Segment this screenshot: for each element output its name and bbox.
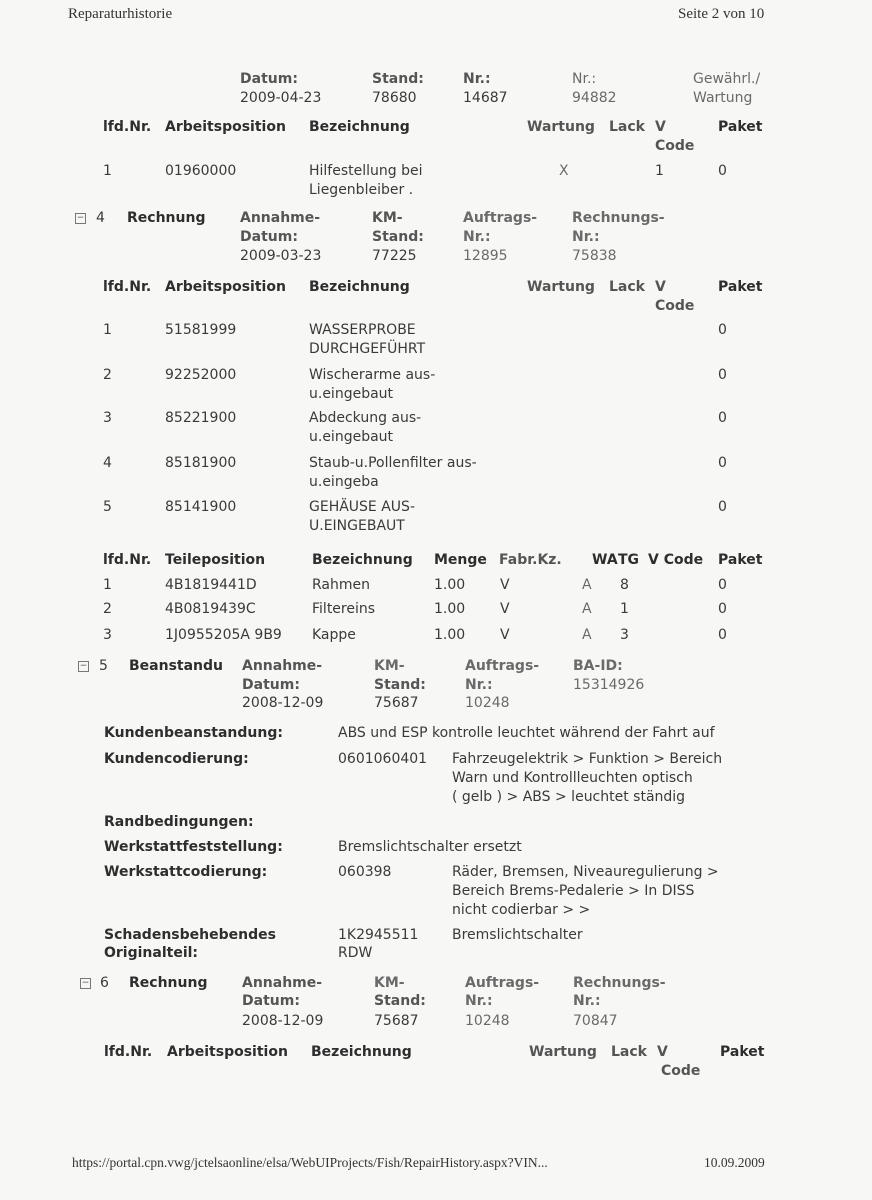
col-lack: Lack — [609, 119, 645, 135]
entry-type: Rechnung — [129, 975, 208, 991]
cell-bez-2: u.eingebaut — [309, 429, 394, 445]
schaden-label-1: Schadensbehebendes — [104, 927, 276, 943]
value-auftrag: 10248 — [465, 1013, 510, 1029]
cell-paket: 0 — [718, 163, 727, 179]
cell-nr: 2 — [103, 601, 112, 617]
col-menge: Menge — [434, 552, 487, 568]
cell-pos: 1J0955205A 9B9 — [165, 627, 282, 643]
cell-bez: Hilfestellung bei — [309, 163, 423, 179]
col-paket: Paket — [718, 552, 763, 568]
label-stand: Stand: — [372, 71, 424, 87]
cell-bez: GEHÄUSE AUS- — [309, 499, 415, 515]
cell-paket: 0 — [718, 499, 727, 515]
collapse-toggle-icon[interactable]: − — [81, 978, 90, 988]
cell-nr: 2 — [103, 367, 112, 383]
werkstattcodierung-code: 060398 — [338, 864, 392, 880]
value-baid: 15314926 — [573, 677, 645, 693]
cell-pos: 92252000 — [165, 367, 237, 383]
entry-type: Rechnung — [127, 210, 206, 226]
cell-pos: 85221900 — [165, 410, 237, 426]
col-v: V — [657, 1044, 668, 1060]
entry-type: Beanstandu — [129, 658, 224, 674]
label-km: KM- — [372, 210, 403, 226]
cell-bez: Kappe — [312, 627, 356, 643]
value-auftrag: 12895 — [463, 248, 508, 264]
label-datum: Datum: — [240, 229, 298, 245]
col-wartung: Wartung — [527, 119, 595, 135]
value-rechnung: 94882 — [572, 90, 617, 106]
col-bezeichnung: Bezeichnung — [309, 119, 410, 135]
cell-paket: 0 — [718, 455, 727, 471]
cell-menge: 1.00 — [434, 601, 466, 617]
cell-pos: 51581999 — [165, 322, 237, 338]
col-arbeitsposition: Arbeitsposition — [167, 1044, 288, 1060]
cell-bez-2: u.eingebaut — [309, 386, 394, 402]
werkstattfeststellung-label: Werkstattfeststellung: — [104, 839, 283, 855]
label-nr2: Nr.: — [572, 71, 597, 87]
entry-number: 6 — [100, 975, 109, 991]
cell-paket: 0 — [718, 577, 727, 593]
kundencodierung-code: 0601060401 — [338, 751, 428, 767]
col-bezeichnung: Bezeichnung — [309, 279, 410, 295]
label-nr: Nr.: — [465, 993, 493, 1009]
label-rechnungs: Rechnungs- — [572, 210, 665, 226]
schaden-code-1: 1K2945511 — [338, 927, 419, 943]
kundencodierung-label: Kundencodierung: — [104, 751, 249, 767]
cell-nr: 1 — [103, 322, 112, 338]
value-km: 75687 — [374, 695, 419, 711]
cell-nr: 1 — [103, 163, 112, 179]
value-km: 77225 — [372, 248, 417, 264]
col-wartung: Wartung — [529, 1044, 597, 1060]
cell-bez: WASSERPROBE — [309, 322, 416, 338]
cell-tg: 3 — [620, 627, 629, 643]
randbedingungen-label: Randbedingungen: — [104, 814, 254, 830]
label-stand: Stand: — [372, 229, 424, 245]
kundenbeanstandung-label: Kundenbeanstandung: — [104, 725, 283, 741]
label-nr2: Nr.: — [572, 229, 600, 245]
label-annahme: Annahme- — [242, 658, 323, 674]
label-rechnungs: Rechnungs- — [573, 975, 666, 991]
cell-bez: Abdeckung aus- — [309, 410, 422, 426]
cell-paket: 0 — [718, 601, 727, 617]
schaden-label-2: Originalteil: — [104, 945, 199, 961]
value-date: 2009-03-23 — [240, 248, 322, 264]
label-baid: BA-ID: — [573, 658, 623, 674]
cell-bez: Wischerarme aus- — [309, 367, 436, 383]
cell-fabr: V — [500, 601, 510, 617]
label-datum: Datum: — [242, 993, 300, 1009]
col-bezeichnung: Bezeichnung — [311, 1044, 412, 1060]
cell-bez-2: DURCHGEFÜHRT — [309, 341, 426, 357]
cell-wa: A — [582, 627, 592, 643]
col-teileposition: Teileposition — [165, 552, 266, 568]
label-annahme: Annahme- — [242, 975, 323, 991]
label-stand: Stand: — [374, 677, 426, 693]
entry-number: 5 — [99, 658, 108, 674]
col-code: Code — [655, 298, 695, 314]
col-bezeichnung: Bezeichnung — [312, 552, 413, 568]
col-v: V — [655, 119, 666, 135]
cell-bez-2: u.eingeba — [309, 474, 379, 490]
cell-tg: 1 — [620, 601, 629, 617]
col-code: Code — [661, 1063, 701, 1079]
label-auftrags: Auftrags- — [465, 975, 540, 991]
label-nr: Nr.: — [463, 71, 491, 87]
cell-paket: 0 — [718, 367, 727, 383]
cell-bez: Rahmen — [312, 577, 370, 593]
werkstattcodierung-label: Werkstattcodierung: — [104, 864, 268, 880]
label-datum: Datum: — [240, 71, 298, 87]
label-nr: Nr.: — [465, 677, 493, 693]
footer-date: 10.09.2009 — [704, 1155, 765, 1170]
col-lack: Lack — [609, 279, 645, 295]
cell-tg: 8 — [620, 577, 629, 593]
col-code: Code — [655, 138, 695, 154]
value-date: 2009-04-23 — [240, 90, 322, 106]
page-header-title: Reparaturhistorie — [68, 6, 173, 22]
col-tg: TG — [618, 552, 640, 568]
label-stand: Stand: — [374, 993, 426, 1009]
col-lfdnr: lfd.Nr. — [103, 552, 152, 568]
werkstattcodierung-text-3: nicht codierbar > > — [452, 902, 591, 918]
kundencodierung-text-2: Warn und Kontrollleuchten optisch — [452, 770, 693, 786]
col-arbeitsposition: Arbeitsposition — [165, 119, 286, 135]
value-auftrag: 14687 — [463, 90, 508, 106]
kundencodierung-text-1: Fahrzeugelektrik > Funktion > Bereich — [452, 751, 723, 767]
cell-nr: 5 — [103, 499, 112, 515]
col-vcode: V Code — [648, 552, 704, 568]
werkstattfeststellung-value: Bremslichtschalter ersetzt — [338, 839, 522, 855]
col-paket: Paket — [718, 119, 763, 135]
label-km: KM- — [374, 658, 405, 674]
cell-pos: 01960000 — [165, 163, 237, 179]
col-lfdnr: lfd.Nr. — [103, 279, 152, 295]
cell-paket: 0 — [718, 627, 727, 643]
collapse-toggle-icon[interactable]: − — [79, 661, 88, 671]
cell-pos: 4B0819439C — [165, 601, 256, 617]
cell-bez-2: Liegenbleiber . — [309, 182, 414, 198]
label-auftrags: Auftrags- — [463, 210, 538, 226]
cell-bez: Filtereins — [312, 601, 376, 617]
cell-menge: 1.00 — [434, 577, 466, 593]
cell-wartung: X — [559, 163, 569, 179]
label-annahme: Annahme- — [240, 210, 321, 226]
value-date: 2008-12-09 — [242, 1013, 324, 1029]
cell-pos: 85181900 — [165, 455, 237, 471]
cell-pos: 85141900 — [165, 499, 237, 515]
value-auftrag: 10248 — [465, 695, 510, 711]
cell-v: 1 — [655, 163, 664, 179]
col-paket: Paket — [718, 279, 763, 295]
kundencodierung-text-3: ( gelb ) > ABS > leuchtet ständig — [452, 789, 686, 805]
col-lack: Lack — [611, 1044, 647, 1060]
value-km: 78680 — [372, 90, 417, 106]
kundenbeanstandung-value: ABS und ESP kontrolle leuchtet während der Fahrt auf — [338, 725, 715, 741]
label-auftrags: Auftrags- — [465, 658, 540, 674]
schaden-code-2: RDW — [338, 945, 373, 961]
col-fabrkz: Fabr.Kz. — [499, 552, 562, 568]
col-lfdnr: lfd.Nr. — [104, 1044, 153, 1060]
label-km: KM- — [374, 975, 405, 991]
value-date: 2008-12-09 — [242, 695, 324, 711]
footer-url[interactable]: https://portal.cpn.vwg/jctelsaonline/elsa/WebUIProjects/Fish/RepairHistory.aspx?VIN... — [72, 1155, 548, 1170]
cell-pos: 4B1819441D — [165, 577, 257, 593]
label-gewaehrl: Gewährl./ — [693, 71, 761, 87]
cell-fabr: V — [500, 627, 510, 643]
werkstattcodierung-text-1: Räder, Bremsen, Niveauregulierung > — [452, 864, 719, 880]
col-wa: WA — [592, 552, 618, 568]
col-wartung: Wartung — [527, 279, 595, 295]
value-wartung: Wartung — [693, 90, 753, 106]
col-v: V — [655, 279, 666, 295]
cell-wa: A — [582, 601, 592, 617]
label-nr2: Nr.: — [573, 993, 601, 1009]
schaden-text: Bremslichtschalter — [452, 927, 583, 943]
label-datum: Datum: — [242, 677, 300, 693]
label-nr: Nr.: — [463, 229, 491, 245]
cell-nr: 3 — [103, 410, 112, 426]
cell-nr: 1 — [103, 577, 112, 593]
value-km: 75687 — [374, 1013, 419, 1029]
col-arbeitsposition: Arbeitsposition — [165, 279, 286, 295]
value-rechnung: 75838 — [572, 248, 617, 264]
cell-wa: A — [582, 577, 592, 593]
cell-nr: 3 — [103, 627, 112, 643]
werkstattcodierung-text-2: Bereich Brems-Pedalerie > In DISS — [452, 883, 695, 899]
col-lfdnr: lfd.Nr. — [103, 119, 152, 135]
col-paket: Paket — [720, 1044, 765, 1060]
cell-paket: 0 — [718, 322, 727, 338]
cell-bez: Staub-u.Pollenfilter aus- — [309, 455, 477, 471]
value-rechnung: 70847 — [573, 1013, 618, 1029]
cell-nr: 4 — [103, 455, 112, 471]
cell-bez-2: U.EINGEBAUT — [309, 518, 405, 534]
cell-menge: 1.00 — [434, 627, 466, 643]
entry-number: 4 — [96, 210, 105, 226]
cell-fabr: V — [500, 577, 510, 593]
collapse-toggle-icon[interactable]: − — [76, 213, 85, 223]
cell-paket: 0 — [718, 410, 727, 426]
page-number: Seite 2 von 10 — [678, 6, 765, 22]
